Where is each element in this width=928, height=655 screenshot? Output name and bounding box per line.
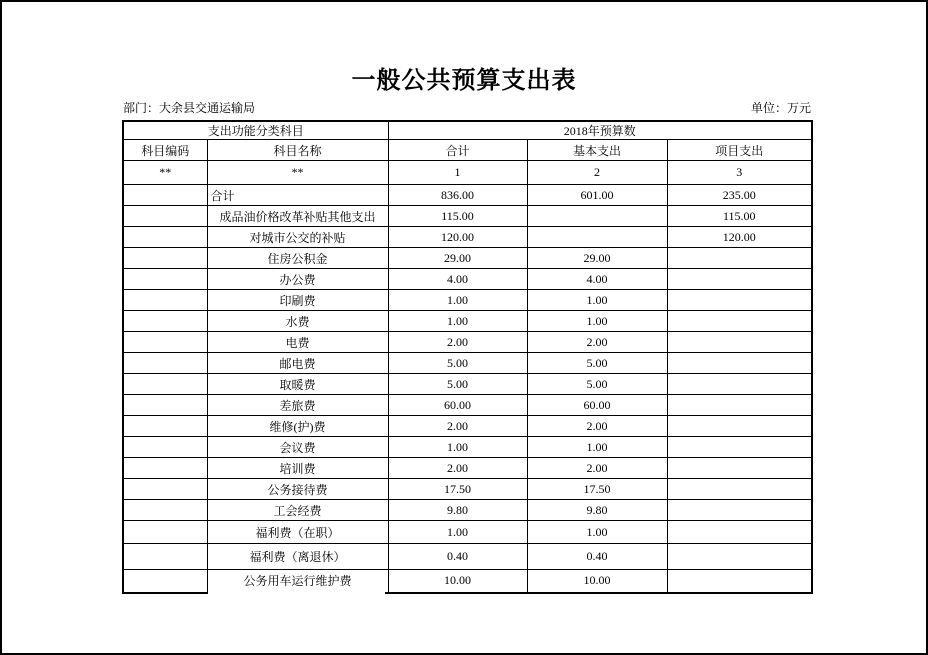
cell-project-expenditure — [667, 570, 812, 593]
cell-basic-expenditure: 1.00 — [527, 311, 667, 332]
cell-project-expenditure — [667, 374, 812, 395]
cell-subject-name: 成品油价格改革补贴其他支出 — [207, 206, 388, 227]
cell-subject-code — [123, 500, 207, 521]
cell-project-expenditure — [667, 269, 812, 290]
cell-subject-code — [123, 311, 207, 332]
table-wrap — [122, 120, 811, 594]
cell-project-expenditure — [667, 458, 812, 479]
cell-basic-expenditure: 2.00 — [527, 332, 667, 353]
cell-basic-expenditure: 5.00 — [527, 374, 667, 395]
cell-basic-expenditure: 29.00 — [527, 248, 667, 269]
table-row — [123, 479, 812, 500]
page-title: 一般公共预算支出表 — [351, 68, 577, 94]
cell-subject-code — [123, 374, 207, 395]
cell-subject-name: 合计 — [207, 185, 388, 206]
cell-subject-code — [123, 458, 207, 479]
header-function-classification: 支出功能分类科目 — [123, 121, 388, 140]
content-area — [122, 100, 811, 594]
table-row — [123, 332, 812, 353]
cell-project-expenditure — [667, 353, 812, 374]
cell-basic-expenditure: 10.00 — [527, 570, 667, 593]
cell-subject-name: 福利费（离退休） — [207, 544, 388, 570]
cell-basic-expenditure: 2.00 — [527, 458, 667, 479]
cell-total: 2.00 — [388, 416, 527, 437]
cell-subject-name: 印刷费 — [207, 290, 388, 311]
cell-project-expenditure — [667, 521, 812, 544]
cell-subject-code — [123, 353, 207, 374]
cell-subject-name: 维修(护)费 — [207, 416, 388, 437]
cell-basic-expenditure: 601.00 — [527, 185, 667, 206]
cell-subject-code — [123, 206, 207, 227]
cell-basic-expenditure — [527, 227, 667, 248]
cell-total: 9.80 — [388, 500, 527, 521]
code-row-cell: 1 — [388, 161, 527, 185]
table-row — [123, 227, 812, 248]
cell-total: 17.50 — [388, 479, 527, 500]
cell-project-expenditure — [667, 290, 812, 311]
cell-total: 5.00 — [388, 353, 527, 374]
cell-total: 120.00 — [388, 227, 527, 248]
cell-subject-code — [123, 544, 207, 570]
cell-basic-expenditure: 2.00 — [527, 416, 667, 437]
budget-table — [122, 120, 813, 594]
table-row — [123, 570, 812, 593]
cell-project-expenditure — [667, 479, 812, 500]
cell-subject-code — [123, 227, 207, 248]
cell-subject-name: 差旅费 — [207, 395, 388, 416]
col-header-project-expenditure: 项目支出 — [667, 140, 812, 161]
cell-subject-name: 公务用车运行维护费 — [207, 570, 388, 593]
header-code-row — [123, 161, 812, 185]
table-row — [123, 395, 812, 416]
header-columns-row — [123, 140, 812, 161]
cell-basic-expenditure: 9.80 — [527, 500, 667, 521]
table-row — [123, 521, 812, 544]
table-row — [123, 500, 812, 521]
cell-subject-code — [123, 395, 207, 416]
header-budget-year: 2018年预算数 — [388, 121, 812, 140]
col-header-subject-code: 科目编码 — [123, 140, 207, 161]
col-header-total: 合计 — [388, 140, 527, 161]
cell-subject-name: 邮电费 — [207, 353, 388, 374]
table-row — [123, 185, 812, 206]
cell-subject-code — [123, 521, 207, 544]
cell-subject-name: 电费 — [207, 332, 388, 353]
cell-project-expenditure: 120.00 — [667, 227, 812, 248]
table-row — [123, 206, 812, 227]
cell-project-expenditure: 115.00 — [667, 206, 812, 227]
cell-subject-code — [123, 185, 207, 206]
cell-subject-name: 福利费（在职） — [207, 521, 388, 544]
cell-subject-name: 工会经费 — [207, 500, 388, 521]
cell-total: 1.00 — [388, 290, 527, 311]
cell-total: 5.00 — [388, 374, 527, 395]
cell-total: 1.00 — [388, 437, 527, 458]
cell-subject-code — [123, 570, 207, 593]
header-group-row — [123, 121, 812, 140]
cell-project-expenditure — [667, 311, 812, 332]
cell-subject-code — [123, 437, 207, 458]
cell-project-expenditure — [667, 437, 812, 458]
cell-total: 60.00 — [388, 395, 527, 416]
cell-total: 1.00 — [388, 521, 527, 544]
cell-subject-code — [123, 269, 207, 290]
cell-basic-expenditure: 5.00 — [527, 353, 667, 374]
cell-project-expenditure — [667, 248, 812, 269]
meta-row — [122, 100, 811, 120]
cell-subject-code — [123, 479, 207, 500]
table-row — [123, 544, 812, 570]
cell-total: 1.00 — [388, 311, 527, 332]
cell-project-expenditure: 235.00 — [667, 185, 812, 206]
code-row-cell: ** — [123, 161, 207, 185]
cell-basic-expenditure: 60.00 — [527, 395, 667, 416]
cell-subject-code — [123, 290, 207, 311]
cell-basic-expenditure: 1.00 — [527, 290, 667, 311]
table-body — [123, 185, 812, 593]
cell-project-expenditure — [667, 500, 812, 521]
cell-basic-expenditure: 1.00 — [527, 521, 667, 544]
col-header-subject-name: 科目名称 — [207, 140, 388, 161]
cell-total: 29.00 — [388, 248, 527, 269]
cell-basic-expenditure: 17.50 — [527, 479, 667, 500]
cell-subject-code — [123, 332, 207, 353]
table-row — [123, 248, 812, 269]
cell-project-expenditure — [667, 544, 812, 570]
cell-subject-name: 会议费 — [207, 437, 388, 458]
cell-subject-name: 公务接待费 — [207, 479, 388, 500]
cell-subject-name: 培训费 — [207, 458, 388, 479]
cell-subject-code — [123, 248, 207, 269]
table-row — [123, 269, 812, 290]
cell-basic-expenditure: 4.00 — [527, 269, 667, 290]
code-row-cell: 2 — [527, 161, 667, 185]
table-row — [123, 374, 812, 395]
table-row — [123, 437, 812, 458]
col-header-basic-expenditure: 基本支出 — [527, 140, 667, 161]
unit-label: 单位：万元 — [750, 101, 811, 115]
table-row — [123, 311, 812, 332]
cell-total: 4.00 — [388, 269, 527, 290]
table-row — [123, 290, 812, 311]
cell-subject-name: 对城市公交的补贴 — [207, 227, 388, 248]
cell-basic-expenditure — [527, 206, 667, 227]
cell-subject-name: 水费 — [207, 311, 388, 332]
cell-total: 2.00 — [388, 332, 527, 353]
cell-project-expenditure — [667, 416, 812, 437]
cell-total: 2.00 — [388, 458, 527, 479]
table-row — [123, 416, 812, 437]
border-gap — [208, 591, 385, 595]
cell-basic-expenditure: 0.40 — [527, 544, 667, 570]
cell-project-expenditure — [667, 332, 812, 353]
cell-total: 836.00 — [388, 185, 527, 206]
cell-basic-expenditure: 1.00 — [527, 437, 667, 458]
cell-subject-name: 取暖费 — [207, 374, 388, 395]
cell-total: 0.40 — [388, 544, 527, 570]
cell-subject-name: 办公费 — [207, 269, 388, 290]
cell-project-expenditure — [667, 395, 812, 416]
cell-subject-code — [123, 416, 207, 437]
cell-subject-name: 住房公积金 — [207, 248, 388, 269]
table-row — [123, 458, 812, 479]
code-row-cell: ** — [207, 161, 388, 185]
table-row — [123, 353, 812, 374]
department-label: 部门：大余县交通运输局 — [123, 101, 256, 115]
table-header — [123, 121, 812, 185]
code-row-cell: 3 — [667, 161, 812, 185]
cell-total: 115.00 — [388, 206, 527, 227]
cell-total: 10.00 — [388, 570, 527, 593]
